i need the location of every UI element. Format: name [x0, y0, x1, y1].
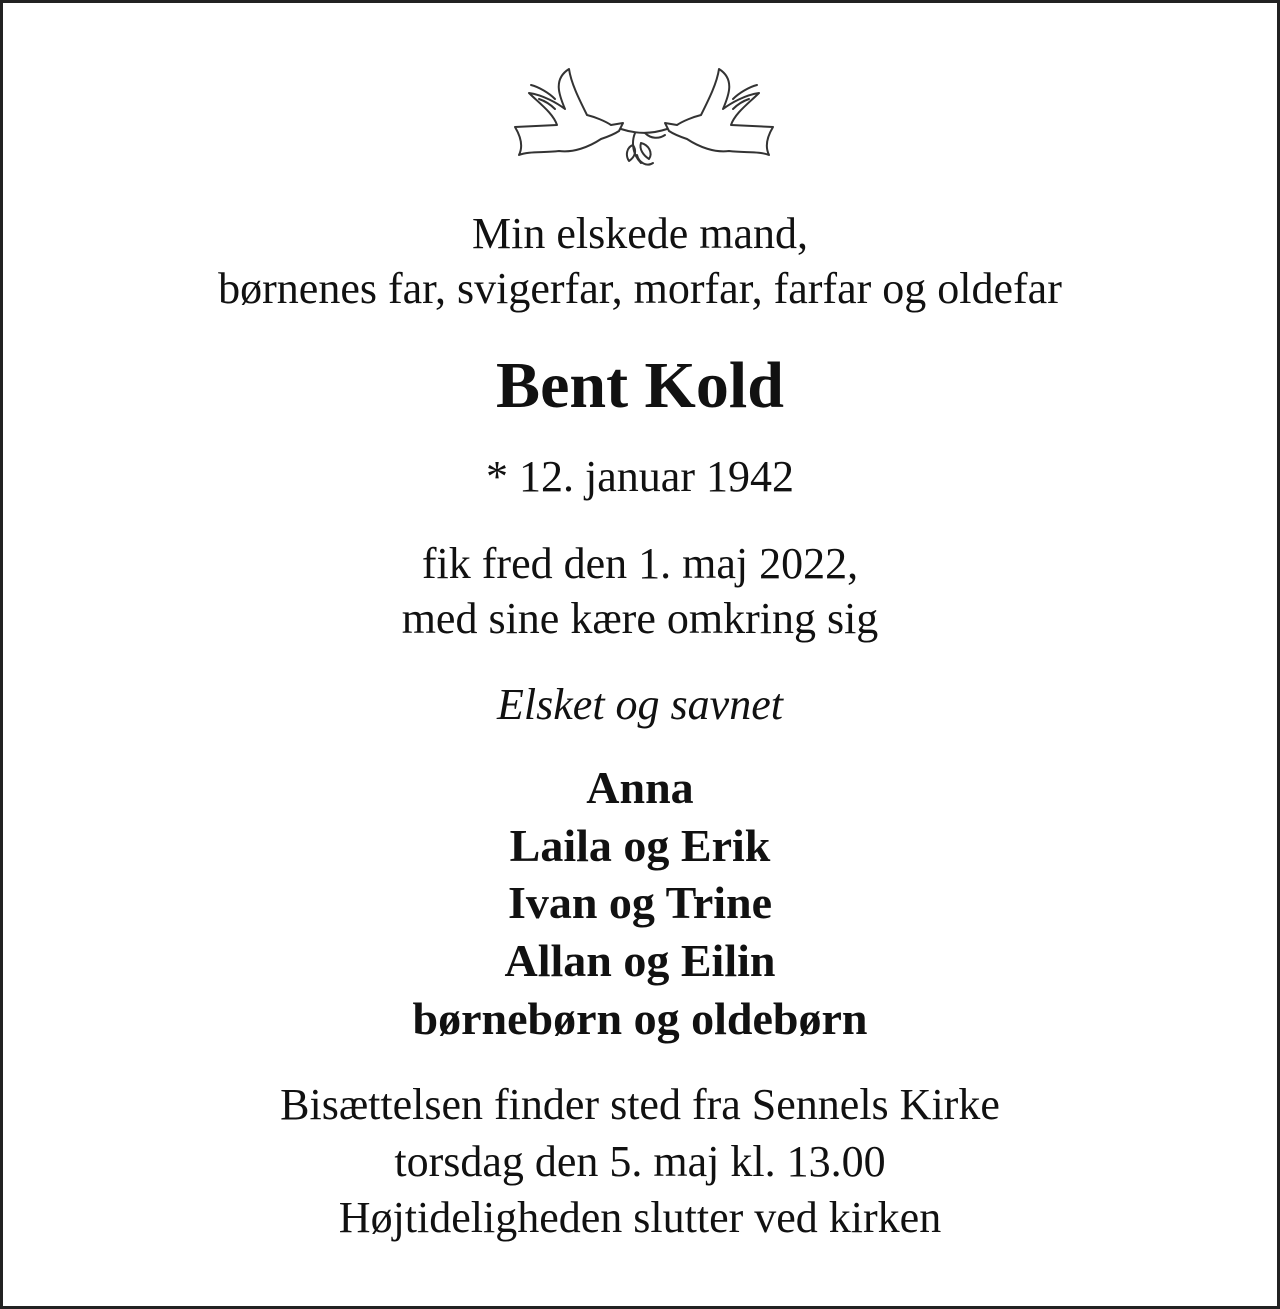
service-line: torsdag den 5. maj kl. 13.00 — [394, 1137, 886, 1186]
service-line: Højtideligheden slutter ved kirken — [338, 1193, 942, 1242]
passing-line: fik fred den 1. maj 2022, — [421, 539, 859, 588]
intro-line: Min elskede mand, — [471, 209, 809, 258]
family-member: Laila og Erik — [509, 820, 771, 871]
family-member: Anna — [586, 762, 694, 813]
passing-line: med sine kære omkring sig — [401, 594, 879, 643]
deceased-name: Bent Kold — [496, 349, 784, 422]
service-line: Bisættelsen finder sted fra Sennels Kirke — [280, 1080, 1000, 1129]
doves-with-olive-branch-icon — [509, 63, 779, 175]
intro-line: børnenes far, svigerfar, morfar, farfar og oldefar — [218, 264, 1062, 313]
family-member: Ivan og Trine — [507, 877, 773, 928]
family-member: Allan og Eilin — [504, 935, 776, 986]
family-member: børnebørn og oldebørn — [412, 993, 868, 1044]
tribute-line: Elsket og savnet — [497, 680, 783, 729]
birth-date: * 12. januar 1942 — [486, 452, 794, 501]
